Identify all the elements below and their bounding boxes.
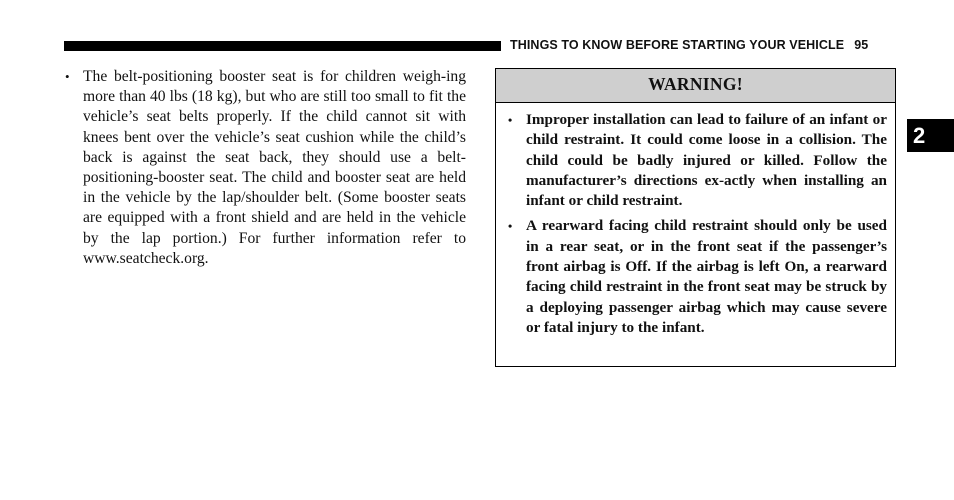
bullet-icon: • [65,69,70,84]
warning-body [496,103,895,338]
header-rule-bar [64,41,501,51]
running-header-title: THINGS TO KNOW BEFORE STARTING YOUR VEHICLE [510,38,845,52]
warning-box [495,68,896,367]
warning-item-installation: Improper installation can lead to failure of an infant or child restraint. It could come loose in a collision. The child could be badly injured or killed. Follow the manufacturer’s directions ex-actly when installing an infant or child restraint. [526,111,887,210]
list-item [64,67,466,269]
bullet-icon: • [508,113,513,127]
list-item [507,110,887,211]
running-header [510,38,868,52]
warning-title: WARNING! [496,69,895,103]
body-column-left [64,67,466,269]
warning-item-rearward-facing: A rearward facing child restraint should only be used in a rear seat, or in the front seat if the passenger’s front airbag is Off. If the airbag is left On, a rearward facing child restraint in the front seat may be struck by a deploying passenger airbag which may cause severe or fatal injury to the infant. [526,217,887,336]
chapter-tab: 2 [907,119,954,152]
booster-seat-paragraph: The belt-positioning booster seat is for children weigh-ing more than 40 lbs (18 kg), but who are still too small to fit the vehicle’s seat belts properly. If the child cannot sit with knees bent over the vehicle’s seat cushion while the child’s back is against the seat back, they should use a belt-positioning-booster seat. The child and booster seat are held in the vehicle by the lap/shoulder belt. (Some booster seats are equipped with a front shield and are held in the vehicle by the lap portion.) For further information refer to www.seatcheck.org. [83,68,466,267]
bullet-icon: • [508,219,513,234]
list-item [507,216,887,338]
page-number: 95 [854,38,869,52]
